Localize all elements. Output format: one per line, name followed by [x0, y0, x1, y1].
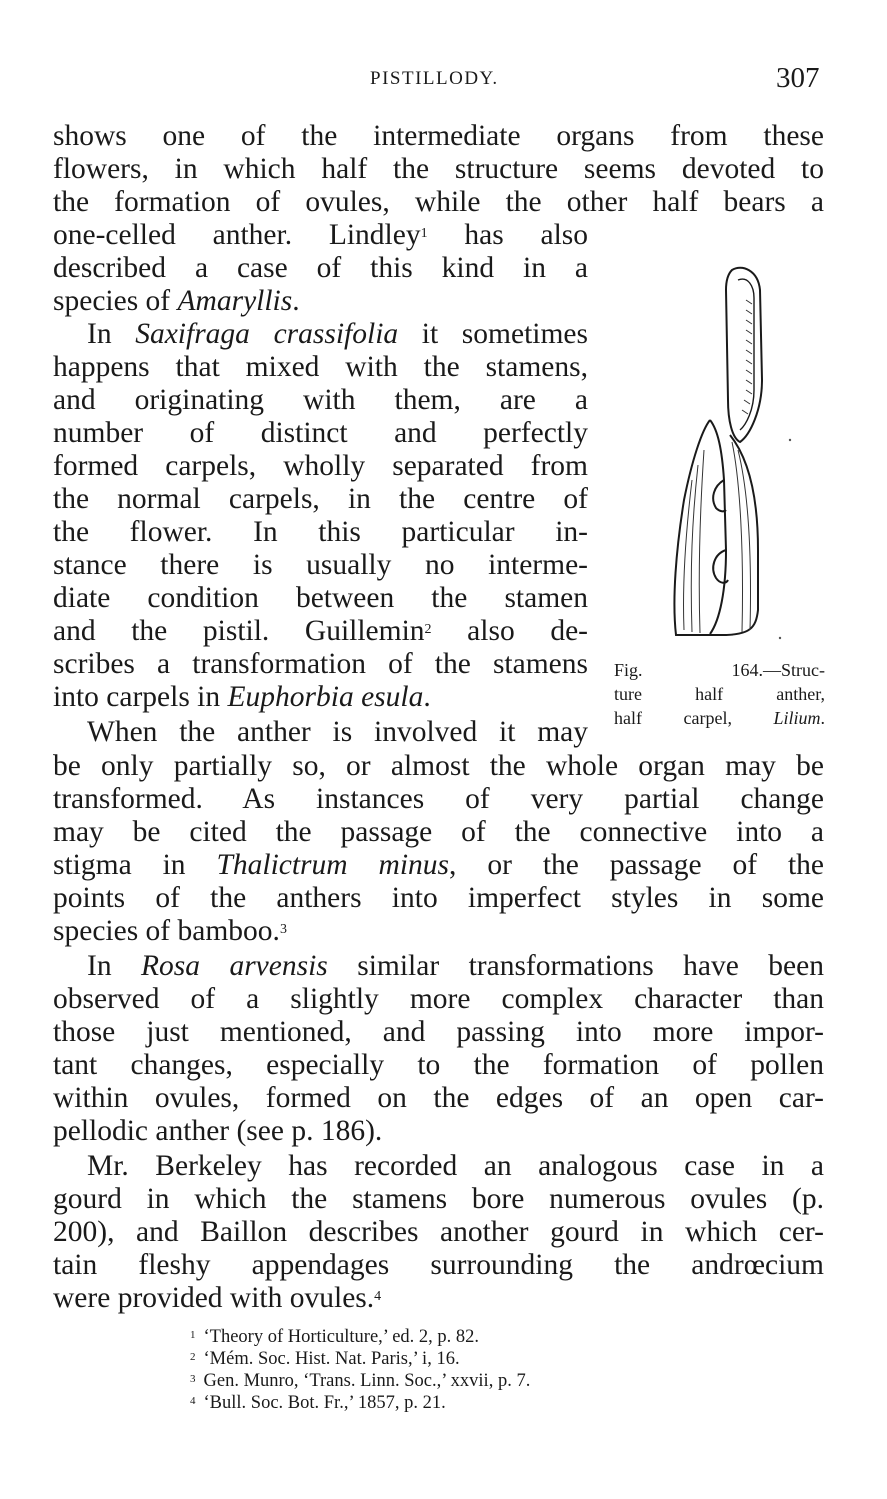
text-line: within ovules, formed on the edges of an open car-: [53, 1082, 824, 1114]
text-line: were provided with ovules.$^4$: [53, 1282, 382, 1314]
footnote: $^4$ ‘Bull. Soc. Bot. Fr.,’ 1857, p. 21.: [190, 1393, 446, 1413]
footnote: $^3$ Gen. Munro, ‘Trans. Linn. Soc.,’ xxvii, p. 7.: [190, 1371, 531, 1391]
page-header: [0, 62, 887, 98]
text-line: diate condition between the stamen: [53, 582, 588, 614]
footnote-ref: 1: [420, 226, 428, 241]
text-line: gourd in which the stamens bore numerous ovules (p.: [53, 1183, 824, 1215]
footnote-ref: 2: [424, 622, 432, 637]
text-line: stance there is usually no interme-: [53, 549, 588, 581]
text-line: into carpels in Euphorbia esula.: [53, 681, 431, 713]
text-line: the formation of ovules, while the other half bears a: [53, 186, 824, 218]
text-line: pellodic anther (see p. 186).: [53, 1115, 383, 1147]
footnote-ref: 3: [279, 922, 287, 937]
text-line: In Saxifraga crassifolia it sometimes: [87, 318, 588, 350]
text-line: stigma in Thalictrum minus, or the passage of the: [53, 849, 825, 881]
page-number: 307: [776, 62, 820, 94]
caption-line: Fig. 164.—Struc-: [614, 660, 825, 680]
footnote: $^2$ ‘Mém. Soc. Hist. Nat. Paris,’ i, 16.: [190, 1349, 460, 1369]
text-line: 200), and Baillon describes another gourd in which cer-: [53, 1216, 824, 1248]
footnote: $^1$ ‘Theory of Horticulture,’ ed. 2, p. 82.: [190, 1327, 480, 1347]
text-line: tain fleshy appendages surrounding the andrœcium: [53, 1249, 824, 1281]
text-line: may be cited the passage of the connective into a: [53, 816, 824, 848]
text-line: Mr. Berkeley has recorded an analogous case in a: [87, 1150, 824, 1182]
text-line: When the anther is involved it may: [87, 716, 588, 748]
text-line: In Rosa arvensis similar transformations have been: [87, 950, 824, 982]
text-line: described a case of this kind in a: [53, 252, 588, 284]
text-line: be only partially so, or almost the whole organ may be: [53, 750, 824, 782]
figure-caption: [614, 658, 825, 730]
text-line: number of distinct and perfectly: [53, 417, 588, 449]
text-line: and the pistil. Guillemin$^2$ also de-: [53, 615, 588, 647]
anther-carpel-illustration: [610, 250, 830, 650]
text-line: species of Amaryllis.: [53, 285, 300, 317]
text-line: the normal carpels, in the centre of: [53, 483, 588, 515]
caption-line: half carpel, Lilium.: [614, 708, 825, 728]
text-line: points of the anthers into imperfect styles in some: [53, 882, 824, 914]
text-line: observed of a slightly more complex character than: [53, 983, 824, 1015]
text-line: tant changes, especially to the formation of pollen: [53, 1049, 824, 1081]
text-line: shows one of the intermediate organs from these: [53, 120, 824, 152]
text-line: and originating with them, are a: [53, 384, 588, 416]
text-line: formed carpels, wholly separated from: [53, 450, 588, 482]
text-line: flowers, in which half the structure seems devoted to: [53, 153, 824, 185]
text-line: the flower. In this particular in-: [53, 516, 588, 548]
text-line: transformed. As instances of very partial change: [53, 783, 824, 815]
running-head: PISTILLODY.: [370, 68, 499, 89]
caption-line: ture half anther,: [614, 684, 825, 704]
text-line: happens that mixed with the stamens,: [53, 351, 588, 383]
text-line: species of bamboo.$^3$: [53, 915, 287, 947]
footnote-ref: 4: [374, 1289, 382, 1304]
text-line: one-celled anther. Lindley$^1$ has also: [53, 219, 588, 251]
text-line: scribes a transformation of the stamens: [53, 648, 588, 680]
text-line: those just mentioned, and passing into more impor-: [53, 1016, 824, 1048]
